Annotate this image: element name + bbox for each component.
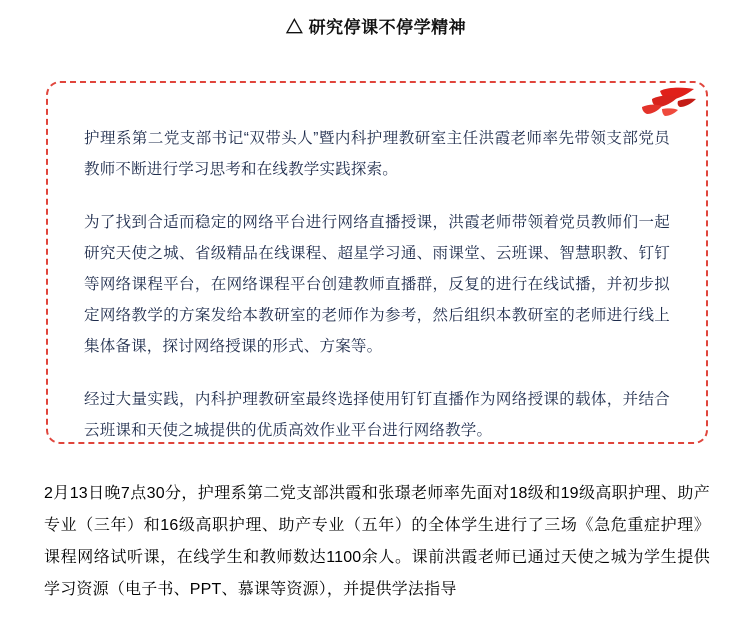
callout-paragraph-2: 为了找到合适而稳定的网络平台进行网络直播授课，洪霞老师带领着党员教师们一起研究天使之城、省级精品在线课程、超星学习通、雨课堂、云班课、智慧职教、钉钉等网络课程平台，在网络课程平台创建教师直播群，反复的进行在线试播，并初步拟定网络教学的方案发给本教研室的老师作为参考，然后组织本教研室的老师进行线上集体备课，探讨网络授课的形式、方案等。 bbox=[84, 214, 670, 355]
callout-paragraph-1: 护理系第二党支部书记“双带头人”暨内科护理教研室主任洪霞老师率先带领支部党员教师不断进行学习思考和在线教学实践探索。 bbox=[84, 130, 670, 178]
callout-paragraph-3: 经过大量实践，内科护理教研室最终选择使用钉钉直播作为网络授课的载体，并结合云班课和天使之城提供的优质高效作业平台进行网络教学。 bbox=[84, 391, 670, 439]
callout-text-container bbox=[48, 83, 706, 466]
body-paragraph: 2月13日晚7点30分，护理系第二党支部洪霞和张璟老师率先面对18级和19级高职护理、助产专业（三年）和16级高职护理、助产专业（五年）的全体学生进行了三场《急危重症护理》课程网络试听课，在线学生和教师数达1100余人。课前洪霞老师已通过天使之城为学生提供学习资源（电子书、PPT、慕课等资源），并提供学法指导 bbox=[44, 485, 710, 598]
body-text-container bbox=[44, 478, 710, 606]
highlighted-callout-box bbox=[46, 81, 708, 444]
page-title: △ 研究停课不停学精神 bbox=[285, 18, 467, 37]
